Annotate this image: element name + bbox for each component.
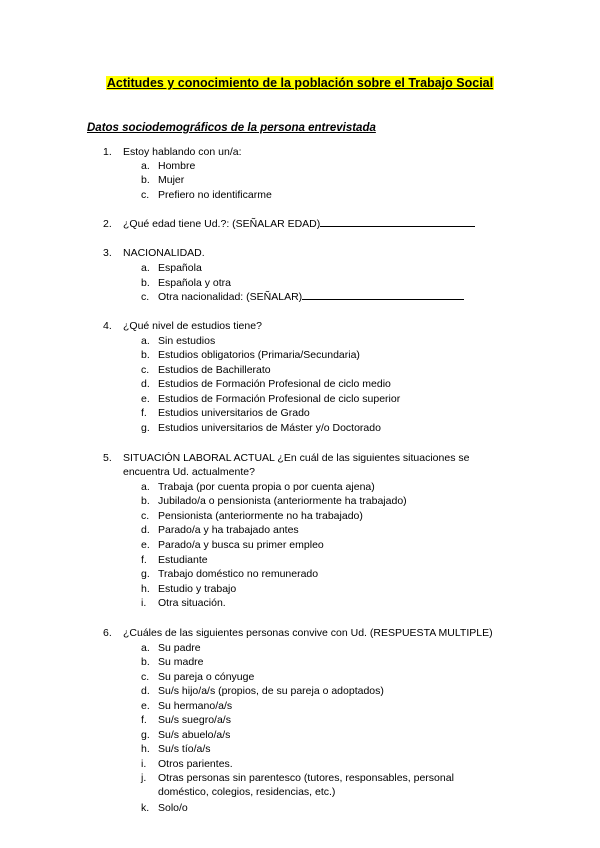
answer-line[interactable] (302, 298, 464, 300)
option: a. Española (141, 262, 202, 274)
option: d. Su/s hijo/a/s (propios, de su pareja o adoptados) (141, 685, 384, 697)
question-5 (103, 451, 503, 479)
option: b. Su madre (141, 656, 204, 668)
question-text: Estoy hablando con un/a: (123, 146, 242, 158)
option: a. Hombre (141, 160, 196, 172)
document-title: Actitudes y conocimiento de la población sobre el Trabajo Social (106, 76, 494, 90)
question-number: 3. (103, 247, 112, 259)
option: e. Su hermano/a/s (141, 700, 233, 712)
option: c. Otra nacionalidad: (SEÑALAR) (141, 290, 464, 304)
option: e. Parado/a y busca su primer empleo (141, 539, 324, 551)
option: g. Trabajo doméstico no remunerado (141, 568, 319, 580)
option: c. Su pareja o cónyuge (141, 671, 255, 683)
option: h. Su/s tío/a/s (141, 743, 211, 755)
option: f. Su/s suegro/a/s (141, 714, 231, 726)
option: a. Su padre (141, 642, 201, 654)
answer-line[interactable] (320, 225, 475, 227)
question-text: ¿Cuáles de las siguientes personas convive con Ud. (RESPUESTA MULTIPLE) (123, 627, 493, 639)
option: i. Otra situación. (141, 597, 226, 609)
option: b. Española y otra (141, 277, 231, 289)
question-number: 4. (103, 320, 112, 332)
question-4 (103, 319, 262, 333)
option: b. Mujer (141, 174, 185, 186)
option: j. Otras personas sin parentesco (tutores, responsables, personal doméstico, colegios, residencias, etc.) (141, 772, 454, 798)
option: a. Sin estudios (141, 335, 216, 347)
option: b. Jubilado/a o pensionista (anteriormente ha trabajado) (141, 495, 407, 507)
option: c. Pensionista (anteriormente no ha trabajado) (141, 510, 363, 522)
question-number: 6. (103, 627, 112, 639)
question-number: 5. (103, 452, 112, 464)
option: d. Estudios de Formación Profesional de ciclo medio (141, 378, 391, 390)
section-heading: Datos sociodemográficos de la persona entrevistada (87, 122, 376, 134)
option: c. Estudios de Bachillerato (141, 364, 271, 376)
option: g. Su/s abuelo/a/s (141, 729, 231, 741)
option: a. Trabaja (por cuenta propia o por cuenta ajena) (141, 481, 375, 493)
option: c. Prefiero no identificarme (141, 189, 272, 201)
question-text: NACIONALIDAD. (123, 247, 205, 259)
question-number: 2. (103, 218, 112, 230)
question-number: 1. (103, 146, 112, 158)
option: g. Estudios universitarios de Máster y/o Doctorado (141, 422, 381, 434)
question-2 (103, 217, 475, 231)
question-text: ¿Qué edad tiene Ud.?: (SEÑALAR EDAD) (123, 218, 321, 230)
option: d. Parado/a y ha trabajado antes (141, 524, 299, 536)
question-1 (103, 145, 242, 159)
option: k. Solo/o (141, 802, 188, 814)
option: e. Estudios de Formación Profesional de ciclo superior (141, 393, 401, 405)
option: i. Otros parientes. (141, 758, 233, 770)
question-6 (103, 626, 493, 640)
option: b. Estudios obligatorios (Primaria/Secundaria) (141, 349, 360, 361)
question-text: ¿Qué nivel de estudios tiene? (123, 320, 262, 332)
option: h. Estudio y trabajo (141, 583, 237, 595)
option: f. Estudios universitarios de Grado (141, 407, 310, 419)
question-text: SITUACIÓN LABORAL ACTUAL ¿En cuál de las siguientes situaciones se encuentra Ud. actualmente? (123, 452, 470, 478)
question-3 (103, 246, 205, 260)
option: f. Estudiante (141, 554, 208, 566)
